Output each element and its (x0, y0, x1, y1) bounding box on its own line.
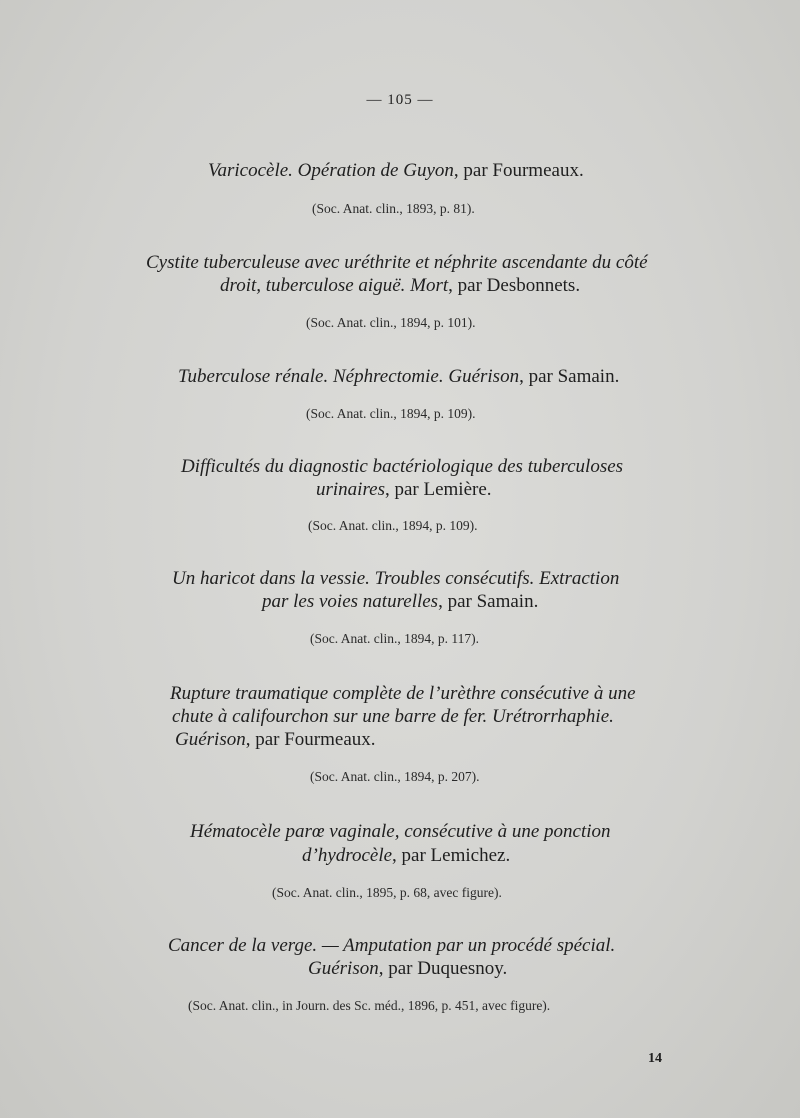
entry-8-title-line-2: Guérison (308, 958, 379, 979)
entry-7-title-line-2: d’hydrocèle (302, 845, 393, 866)
entry-3-title: Tuberculose rénale. Néphrectomie. Guérison (178, 366, 520, 387)
entry-7-title-line-1: Hématocèle parœ vaginale, consécutive à une ponction (190, 821, 611, 842)
entry-3-author: , par Samain. (519, 366, 620, 387)
page-number: — 105 — (366, 92, 434, 108)
entry-6-line-3 (175, 728, 376, 752)
entry-2-reference: (Soc. Anat. clin., 1894, p. 101). (306, 315, 476, 330)
entry-1-author: , par Fourmeaux. (453, 160, 584, 181)
entry-6-title-line-3: Guérison (175, 729, 246, 750)
entry-3-line-1 (178, 365, 619, 389)
entry-4-line-1 (181, 455, 623, 479)
entry-7-author: , par Lemichez. (392, 845, 511, 866)
entry-4-title-line-1: Difficultés du diagnostic bactériologique des tuberculoses (181, 456, 624, 477)
entry-1-line-1 (208, 159, 584, 183)
entry-1-reference: (Soc. Anat. clin., 1893, p. 81). (312, 201, 475, 216)
entry-5-reference: (Soc. Anat. clin., 1894, p. 117). (310, 631, 479, 646)
entry-4-line-2 (316, 478, 492, 502)
entry-6-author: , par Fourmeaux. (245, 729, 376, 750)
entry-2-line-2 (220, 274, 580, 298)
entry-8-reference: (Soc. Anat. clin., in Journ. des Sc. méd., 1896, p. 451, avec figure). (188, 998, 551, 1013)
entry-3-reference: (Soc. Anat. clin., 1894, p. 109). (306, 406, 476, 421)
entry-8-line-2 (308, 957, 507, 981)
entry-7-line-2 (302, 844, 510, 868)
entry-8-line-1 (168, 934, 615, 958)
entry-2-title-line-2: droit, tuberculose aiguë. Mort (220, 275, 449, 296)
entry-8-author: , par Duquesnoy. (378, 958, 508, 979)
entry-7-reference: (Soc. Anat. clin., 1895, p. 68, avec figure). (272, 885, 502, 900)
entry-4-reference: (Soc. Anat. clin., 1894, p. 109). (308, 518, 478, 533)
entry-6-line-2 (172, 705, 614, 729)
entry-6-title-line-1: Rupture traumatique complète de l’urèthre consécutive à une (170, 683, 636, 704)
entry-5-line-2 (262, 590, 538, 614)
entry-7-line-1 (190, 820, 611, 844)
entry-5-author: , par Samain. (438, 591, 539, 612)
signature-mark: 14 (648, 1051, 662, 1066)
entry-5-title-line-2: par les voies naturelles (262, 591, 439, 612)
entry-5-title-line-1: Un haricot dans la vessie. Troubles consécutifs. Extraction (172, 568, 620, 589)
entry-8-title-line-1: Cancer de la verge. — Amputation par un procédé spécial. (168, 935, 616, 956)
entry-6-reference: (Soc. Anat. clin., 1894, p. 207). (310, 769, 480, 784)
entry-6-line-1 (170, 682, 636, 706)
entry-2-line-1 (146, 251, 648, 275)
entry-6-title-line-2: chute à califourchon sur une barre de fer. Urétrorrhaphie. (172, 706, 614, 727)
entry-5-line-1 (172, 567, 619, 591)
entry-2-author: , par Desbonnets. (448, 275, 581, 296)
entry-4-author: , par Lemière. (384, 479, 492, 500)
entry-1-title: Varicocèle. Opération de Guyon (208, 160, 454, 181)
entry-2-title-line-1: Cystite tuberculeuse avec uréthrite et néphrite ascendante du côté (146, 252, 648, 273)
entry-4-title-line-2: urinaires (316, 479, 385, 500)
